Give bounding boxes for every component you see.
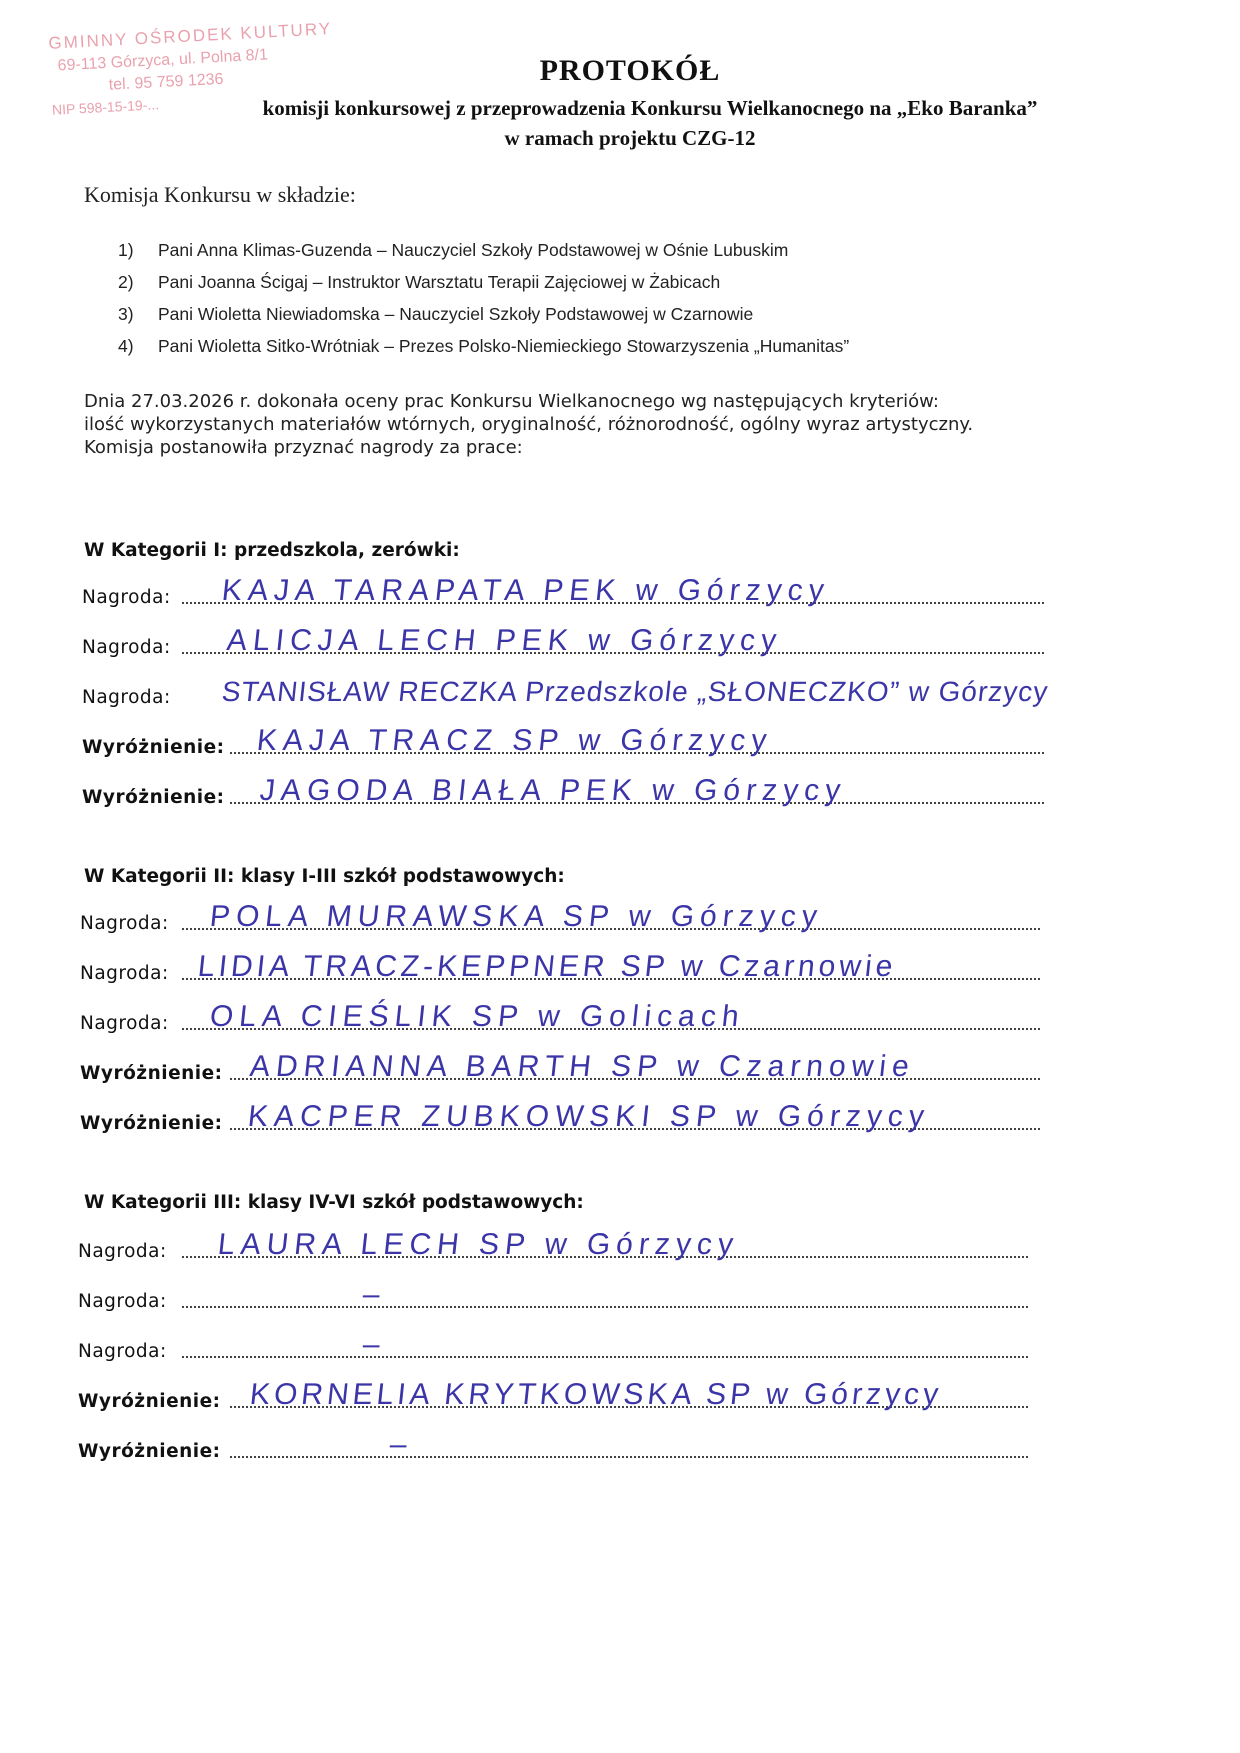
award-label: Wyróżnienie: xyxy=(78,1441,221,1462)
award-label: Wyróżnienie: xyxy=(80,1113,223,1134)
winner-entry: ADRIANNA BARTH SP w Czarnowie xyxy=(248,1050,917,1083)
page-subtitle: komisji konkursowej z przeprowadzenia Konkursu Wielkanocnego na „Eko Baranka” xyxy=(262,96,1038,120)
winner-entry: – xyxy=(361,1328,388,1361)
decision-paragraph: Dnia 27.03.2026 r. dokonała oceny prac Konkursu Wielkanocnego wg następujących kryteriów: ilość wykorzystanych materiałów wtórnych, oryginalność, różnorodność, ogólny wyraz artystyczny. Komisja postanowiła przyznać nagrody za prace: xyxy=(84,391,974,458)
winner-entry: OLA CIEŚLIK SP w Golicach xyxy=(208,1000,747,1033)
page-subtitle: w ramach projektu CZG-12 xyxy=(504,126,756,150)
award-row xyxy=(78,1228,1058,1264)
award-label: Wyróżnienie: xyxy=(78,1391,221,1412)
award-label: Nagroda: xyxy=(82,687,171,708)
stamp-line: tel. 95 759 1236 xyxy=(108,70,224,94)
winner-entry: – xyxy=(361,1278,388,1311)
list-item: 3) Pani Wioletta Niewiadomska – Nauczyciel Szkoły Podstawowej w Czarnowie xyxy=(118,304,754,324)
winner-entry: LIDIA TRACZ-KEPPNER SP w Czarnowie xyxy=(196,950,899,983)
award-label: Nagroda: xyxy=(80,963,169,984)
stamp-line: GMINNY OŚRODEK KULTURY xyxy=(48,19,333,53)
award-label: Wyróżnienie: xyxy=(80,1063,223,1084)
winner-entry: JAGODA BIAŁA PEK w Górzycy xyxy=(258,774,848,807)
winner-entry: POLA MURAWSKA SP w Górzycy xyxy=(208,900,825,933)
winner-entry: STANISŁAW RECZKA Przedszkole „SŁONECZKO” w Górzycy xyxy=(220,676,1051,707)
award-label: Wyróżnienie: xyxy=(82,787,225,808)
committee-members-list xyxy=(118,240,849,368)
stamp-line: NIP 598-15-19-... xyxy=(51,96,160,118)
award-row xyxy=(82,676,1062,710)
winner-entry: LAURA LECH SP w Górzycy xyxy=(216,1228,741,1261)
category-heading: W Kategorii II: klasy I-III szkół podstawowych: xyxy=(84,866,565,887)
award-label: Nagroda: xyxy=(82,587,171,608)
award-label: Nagroda: xyxy=(80,913,169,934)
award-row xyxy=(82,724,1062,760)
winner-entry: KORNELIA KRYTKOWSKA SP w Górzycy xyxy=(248,1378,944,1411)
award-row xyxy=(78,1428,1058,1464)
award-label: Nagroda: xyxy=(78,1241,167,1262)
winner-entry: – xyxy=(388,1428,415,1461)
award-label: Nagroda: xyxy=(82,637,171,658)
winner-entry: ALICJA LECH PEK w Górzycy xyxy=(225,624,784,657)
award-row xyxy=(82,574,1062,610)
stamp-line: 69-113 Górzyca, ul. Polna 8/1 xyxy=(57,46,269,75)
category-heading: W Kategorii I: przedszkola, zerówki: xyxy=(84,540,460,561)
award-label: Wyróżnienie: xyxy=(82,737,225,758)
list-item: 2) Pani Joanna Ścigaj – Instruktor Warsztatu Terapii Zajęciowej w Żabicach xyxy=(118,272,721,292)
winner-entry: KAJA TARAPATA PEK w Górzycy xyxy=(220,574,832,607)
committee-intro: Komisja Konkursu w składzie: xyxy=(84,182,356,207)
list-item: 4) Pani Wioletta Sitko-Wrótniak – Prezes Polsko-Niemieckiego Stowarzyszenia „Humanitas” xyxy=(118,336,850,356)
award-row xyxy=(80,1000,1060,1036)
winner-entry: KAJA TRACZ SP w Górzycy xyxy=(255,724,775,757)
award-row xyxy=(80,1050,1060,1086)
award-row xyxy=(82,774,1062,810)
award-row xyxy=(80,950,1060,986)
award-label: Nagroda: xyxy=(78,1291,167,1312)
category-heading: W Kategorii III: klasy IV-VI szkół podstawowych: xyxy=(84,1192,584,1213)
award-row xyxy=(78,1328,1058,1364)
award-label: Nagroda: xyxy=(80,1013,169,1034)
page-title: PROTOKÓŁ xyxy=(539,54,721,87)
award-row xyxy=(78,1278,1058,1314)
list-item: 1) Pani Anna Klimas-Guzenda – Nauczyciel Szkoły Podstawowej w Ośnie Lubuskim xyxy=(118,240,789,260)
award-label: Nagroda: xyxy=(78,1341,167,1362)
award-row xyxy=(78,1378,1058,1414)
winner-entry: KACPER ZUBKOWSKI SP w Górzycy xyxy=(246,1100,932,1133)
award-row xyxy=(80,900,1060,936)
award-row xyxy=(82,624,1062,660)
award-row xyxy=(80,1100,1060,1136)
